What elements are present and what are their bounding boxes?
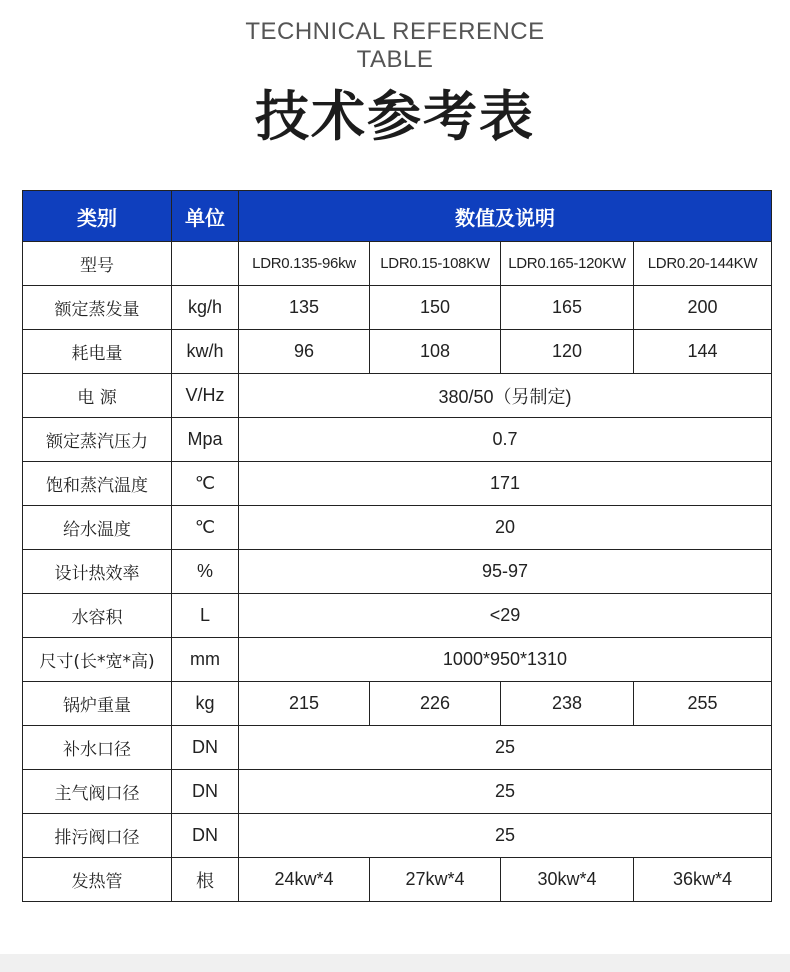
table-row-power-consumption bbox=[23, 330, 772, 374]
row-unit: kg bbox=[172, 682, 239, 726]
cell-value: 171 bbox=[239, 462, 772, 506]
cell-value: 95-97 bbox=[239, 550, 772, 594]
row-label: 排污阀口径 bbox=[23, 814, 172, 858]
cell-value: 144 bbox=[634, 330, 772, 374]
cell-value: 0.7 bbox=[239, 418, 772, 462]
cell-model-2: LDR0.15-108KW bbox=[370, 242, 501, 286]
row-unit: ℃ bbox=[172, 506, 239, 550]
table-row-dimensions bbox=[23, 638, 772, 682]
row-unit bbox=[172, 242, 239, 286]
cell-model-1: LDR0.135-96kw bbox=[239, 242, 370, 286]
cell-value: 25 bbox=[239, 726, 772, 770]
row-unit: DN bbox=[172, 814, 239, 858]
cell-value: 165 bbox=[501, 286, 634, 330]
table-row-water-capacity bbox=[23, 594, 772, 638]
table-row-main-valve-diameter bbox=[23, 770, 772, 814]
row-label: 设计热效率 bbox=[23, 550, 172, 594]
row-unit: ℃ bbox=[172, 462, 239, 506]
row-label: 主气阀口径 bbox=[23, 770, 172, 814]
cell-value: 96 bbox=[239, 330, 370, 374]
cell-value: 25 bbox=[239, 814, 772, 858]
cell-value: 36kw*4 bbox=[634, 858, 772, 902]
cell-value: 200 bbox=[634, 286, 772, 330]
row-unit: mm bbox=[172, 638, 239, 682]
cell-value: 27kw*4 bbox=[370, 858, 501, 902]
row-unit: L bbox=[172, 594, 239, 638]
row-label: 电 源 bbox=[23, 374, 172, 418]
cell-value: 120 bbox=[501, 330, 634, 374]
row-unit: kw/h bbox=[172, 330, 239, 374]
heading-en bbox=[0, 18, 790, 74]
table-row-boiler-weight bbox=[23, 682, 772, 726]
cell-model-3: LDR0.165-120KW bbox=[501, 242, 634, 286]
row-label: 耗电量 bbox=[23, 330, 172, 374]
table-row-saturated-temp bbox=[23, 462, 772, 506]
row-label: 水容积 bbox=[23, 594, 172, 638]
header-category: 类别 bbox=[23, 191, 172, 242]
cell-value: 1000*950*1310 bbox=[239, 638, 772, 682]
row-label: 发热管 bbox=[23, 858, 172, 902]
cell-value: 20 bbox=[239, 506, 772, 550]
header-values: 数值及说明 bbox=[239, 191, 772, 242]
row-unit: DN bbox=[172, 726, 239, 770]
row-unit: DN bbox=[172, 770, 239, 814]
table-row-makeup-water-diameter bbox=[23, 726, 772, 770]
row-label: 补水口径 bbox=[23, 726, 172, 770]
cell-value: 255 bbox=[634, 682, 772, 726]
heading-en-line1: TECHNICAL REFERENCE bbox=[245, 18, 545, 45]
cell-value: 25 bbox=[239, 770, 772, 814]
cell-value: 108 bbox=[370, 330, 501, 374]
heading-cn: 技术参考表 bbox=[255, 85, 535, 148]
table-row-heating-tube bbox=[23, 858, 772, 902]
spec-table bbox=[22, 190, 772, 902]
table-row-rated-pressure bbox=[23, 418, 772, 462]
heading-en-line2: TABLE bbox=[356, 46, 434, 73]
cell-value: <29 bbox=[239, 594, 772, 638]
table-row-rated-evaporation bbox=[23, 286, 772, 330]
cell-value: 24kw*4 bbox=[239, 858, 370, 902]
cell-model-4: LDR0.20-144KW bbox=[634, 242, 772, 286]
table-row-thermal-efficiency bbox=[23, 550, 772, 594]
footer-bar bbox=[0, 954, 790, 972]
cell-value: 226 bbox=[370, 682, 501, 726]
row-label: 额定蒸发量 bbox=[23, 286, 172, 330]
row-unit: kg/h bbox=[172, 286, 239, 330]
row-unit: % bbox=[172, 550, 239, 594]
row-label: 饱和蒸汽温度 bbox=[23, 462, 172, 506]
row-label: 型号 bbox=[23, 242, 172, 286]
cell-value: 380/50（另制定) bbox=[239, 374, 772, 418]
table-row-blowdown-valve-diameter bbox=[23, 814, 772, 858]
table-row-power-supply bbox=[23, 374, 772, 418]
cell-value: 215 bbox=[239, 682, 370, 726]
table-row-feedwater-temp bbox=[23, 506, 772, 550]
row-unit: 根 bbox=[172, 858, 239, 902]
row-label: 给水温度 bbox=[23, 506, 172, 550]
cell-value: 135 bbox=[239, 286, 370, 330]
table-header-row bbox=[23, 191, 772, 242]
row-label: 额定蒸汽压力 bbox=[23, 418, 172, 462]
cell-value: 238 bbox=[501, 682, 634, 726]
cell-value: 30kw*4 bbox=[501, 858, 634, 902]
row-unit: V/Hz bbox=[172, 374, 239, 418]
cell-value: 150 bbox=[370, 286, 501, 330]
table-row-model bbox=[23, 242, 772, 286]
header-unit: 单位 bbox=[172, 191, 239, 242]
row-label: 锅炉重量 bbox=[23, 682, 172, 726]
row-unit: Mpa bbox=[172, 418, 239, 462]
row-label: 尺寸(长*宽*高) bbox=[23, 638, 172, 682]
